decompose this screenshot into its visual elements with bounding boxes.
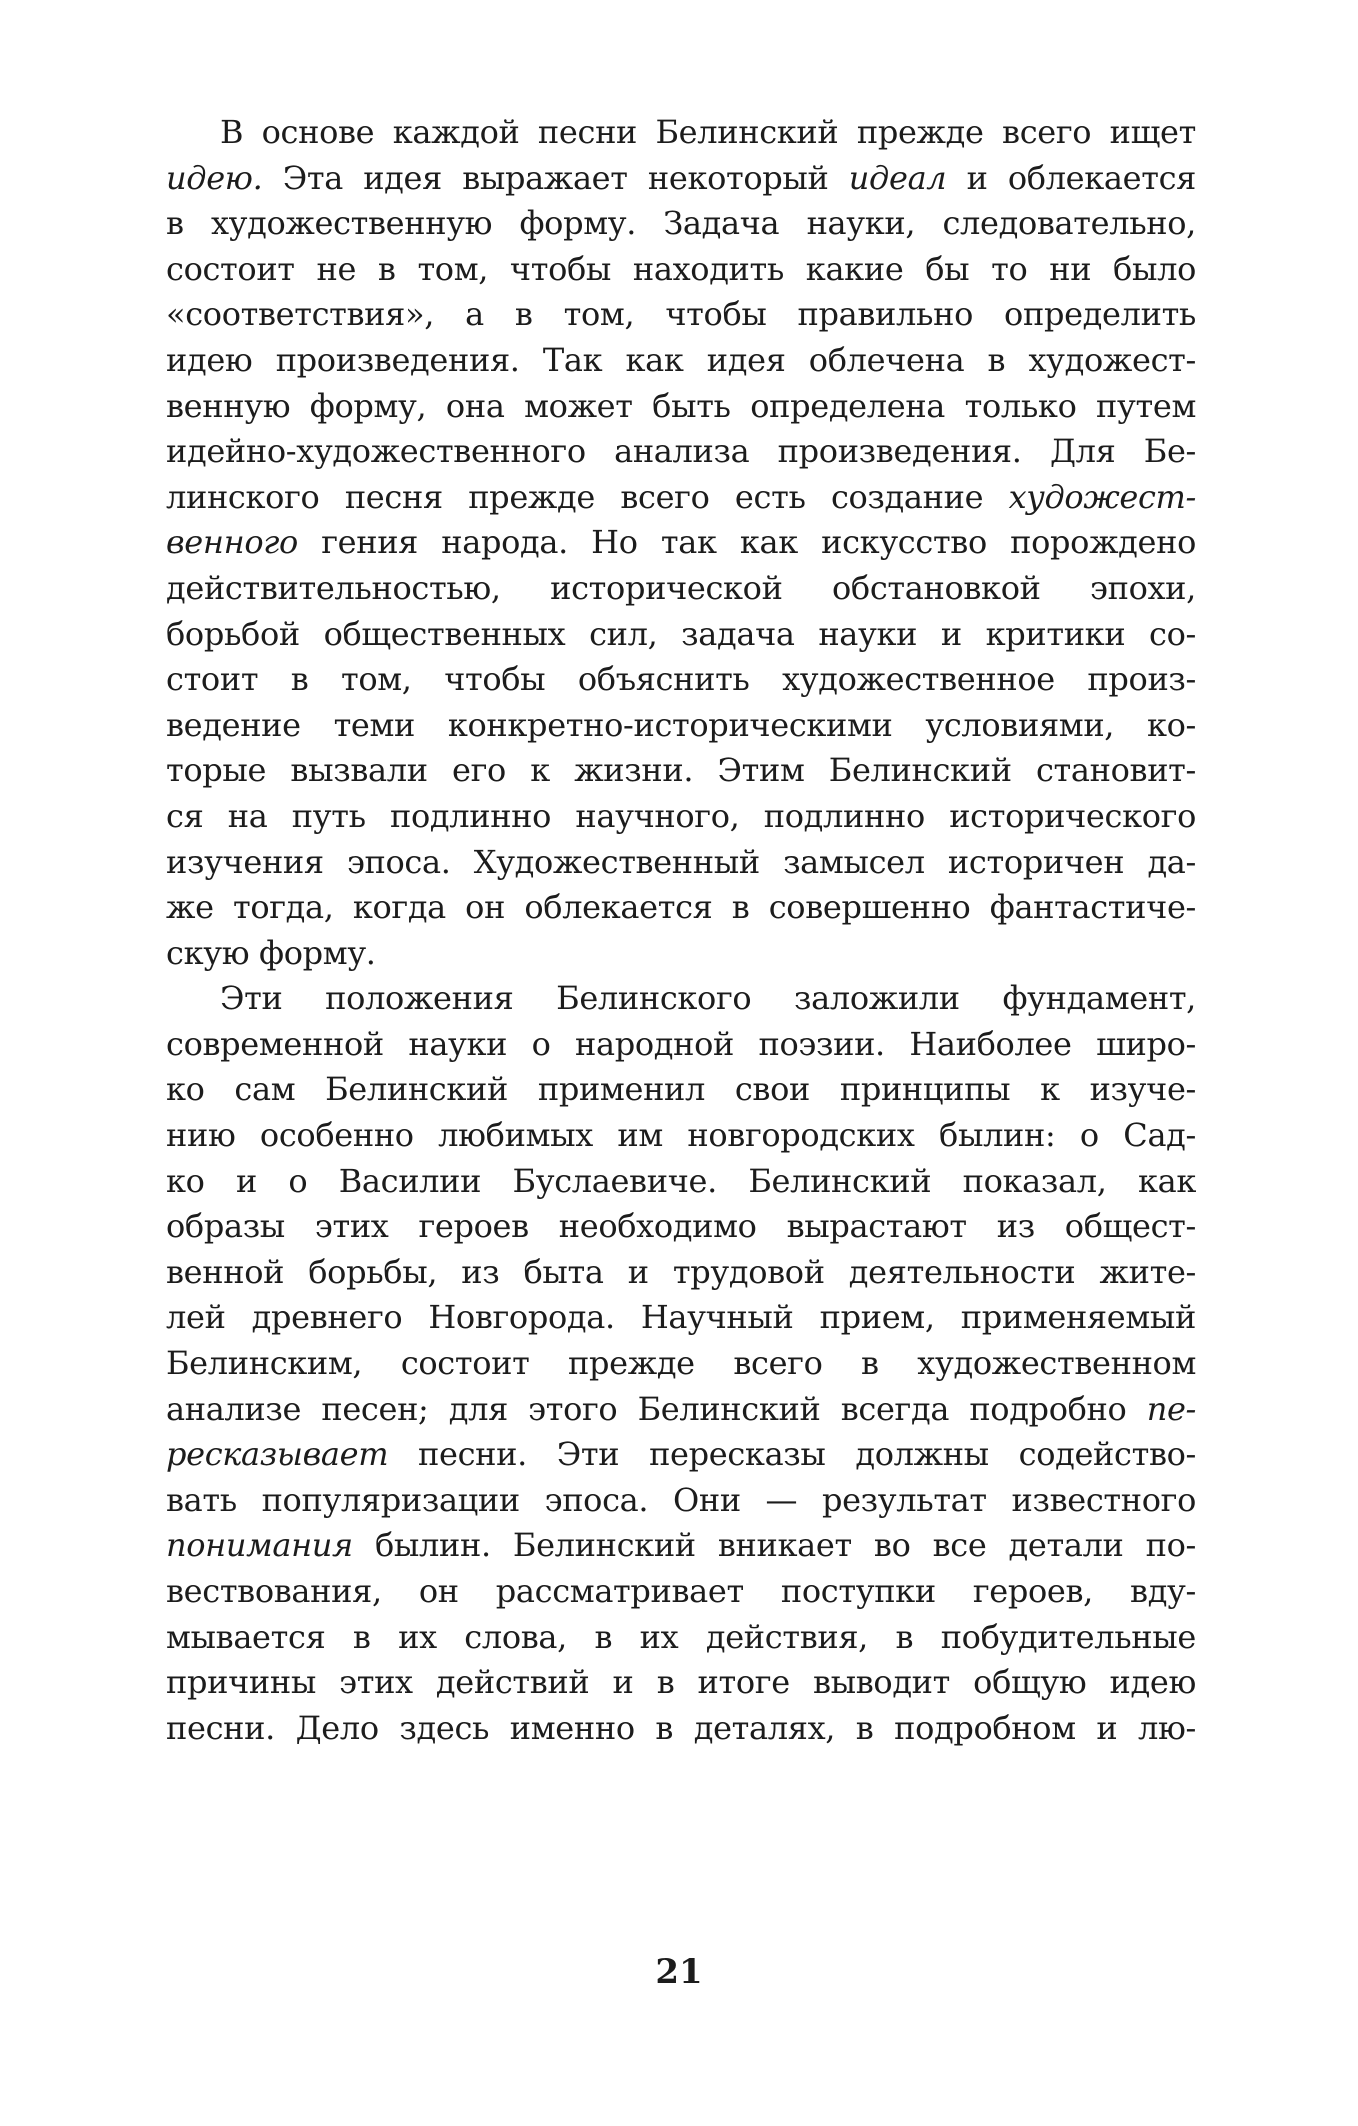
text-segment: венную форму, она может быть определена только путем — [166, 386, 1196, 425]
text-line — [166, 976, 1196, 1022]
text-segment: идею произведения. Так как идея облечена в художест- — [166, 340, 1196, 379]
text-line — [166, 201, 1196, 247]
text-segment: идейно-художественного анализа произведения. Для Бе- — [166, 432, 1196, 471]
text-line — [166, 247, 1196, 293]
text-segment: нию особенно любимых им новгородских былин: о Сад- — [166, 1116, 1196, 1155]
text-segment: ко сам Белинский применил свои принципы к изуче- — [166, 1070, 1196, 1109]
text-line — [166, 110, 1196, 156]
text-line — [166, 885, 1196, 931]
text-segment: венной борьбы, из быта и трудовой деятельности жите- — [166, 1252, 1196, 1291]
text-segment: гения народа. Но так как искусство порождено — [297, 523, 1196, 562]
text-segment: ко и о Василии Буслаевиче. Белинский показал, как — [166, 1161, 1196, 1200]
text-line — [166, 1523, 1196, 1569]
italic-text: понимания — [166, 1526, 353, 1565]
text-line — [166, 292, 1196, 338]
text-line — [166, 748, 1196, 794]
text-line — [166, 1204, 1196, 1250]
text-segment: и облекается — [946, 158, 1196, 197]
text-line — [166, 1067, 1196, 1113]
text-segment: вать популяризации эпоса. Они — результат известного — [166, 1480, 1196, 1519]
text-segment: песни. Эти пересказы должны содейство- — [388, 1435, 1196, 1474]
text-segment: стоит в том, чтобы объяснить художественное произ- — [166, 660, 1196, 699]
text-line — [166, 1022, 1196, 1068]
text-segment: же тогда, когда он облекается в совершенно фантастиче- — [166, 888, 1196, 927]
text-segment: причины этих действий и в итоге выводит общую идею — [166, 1663, 1196, 1702]
text-segment: вествования, он рассматривает поступки героев, вду- — [166, 1572, 1196, 1610]
text-line — [166, 840, 1196, 886]
text-segment: ведение теми конкретно-историческими условиями, ко- — [166, 705, 1196, 744]
text-line — [166, 1159, 1196, 1205]
text-segment: линского песня прежде всего есть создание — [166, 477, 1009, 516]
text-line — [166, 1295, 1196, 1341]
text-line — [166, 1432, 1196, 1478]
italic-text: ресказывает — [166, 1435, 389, 1474]
text-segment: действительностью, исторической обстановкой эпохи, — [166, 568, 1196, 607]
text-line — [166, 384, 1196, 430]
text-line — [166, 794, 1196, 840]
text-segment: изучения эпоса. Художественный замысел историчен да- — [166, 842, 1196, 881]
text-line — [166, 1113, 1196, 1159]
text-segment: анализе песен; для этого Белинский всегда подробно — [166, 1389, 1147, 1428]
text-line — [166, 1478, 1196, 1524]
text-segment: в художественную форму. Задача науки, следовательно, — [166, 204, 1196, 243]
text-segment: былин. Белинский вникает во все детали по- — [352, 1526, 1196, 1565]
text-line — [166, 1569, 1196, 1615]
text-line — [166, 1615, 1196, 1661]
text-segment: состоит не в том, чтобы находить какие бы то ни было — [166, 249, 1196, 288]
text-line — [166, 703, 1196, 749]
text-line — [166, 1250, 1196, 1296]
text-line — [166, 566, 1196, 612]
italic-text: идеал — [848, 158, 947, 197]
text-segment: современной науки о народной поэзии. Наиболее широ- — [166, 1024, 1196, 1063]
text-line — [166, 1660, 1196, 1706]
italic-text: пе- — [1146, 1389, 1196, 1428]
text-line — [166, 429, 1196, 475]
text-line — [166, 156, 1196, 202]
text-segment: «соответствия», а в том, чтобы правильно определить — [166, 295, 1196, 334]
text-segment: лей древнего Новгорода. Научный прием, применяемый — [166, 1298, 1196, 1337]
page-number: 21 — [655, 1952, 703, 1992]
text-segment: образы этих героев необходимо вырастают из общест- — [166, 1207, 1196, 1246]
italic-text: венного — [166, 523, 298, 562]
text-segment: скую форму. — [166, 933, 376, 972]
text-line — [166, 338, 1196, 384]
text-segment: борьбой общественных сил, задача науки и критики со- — [166, 614, 1196, 653]
text-line — [166, 931, 1196, 977]
body-text — [166, 110, 1196, 1751]
text-segment: Белинским, состоит прежде всего в художественном — [166, 1344, 1196, 1383]
text-line — [166, 1341, 1196, 1387]
text-line — [166, 612, 1196, 658]
text-segment: Эти положения Белинского заложили фундамент, — [220, 979, 1196, 1018]
text-line — [166, 1706, 1196, 1752]
text-segment: мывается в их слова, в их действия, в побудительные — [166, 1617, 1196, 1656]
text-line — [166, 520, 1196, 566]
text-segment: ся на путь подлинно научного, подлинно исторического — [166, 796, 1196, 835]
text-segment: Эта идея выражает некоторый — [262, 158, 849, 197]
text-segment: В основе каждой песни Белинский прежде всего ищет — [220, 113, 1196, 151]
text-segment: песни. Дело здесь именно в деталях, в подробном и лю- — [166, 1708, 1196, 1747]
text-segment: торые вызвали его к жизни. Этим Белинский становит- — [166, 751, 1196, 790]
italic-text: идею. — [166, 158, 263, 197]
text-line — [166, 475, 1196, 521]
italic-text: художест- — [1008, 477, 1196, 516]
text-line — [166, 657, 1196, 703]
text-line — [166, 1387, 1196, 1433]
